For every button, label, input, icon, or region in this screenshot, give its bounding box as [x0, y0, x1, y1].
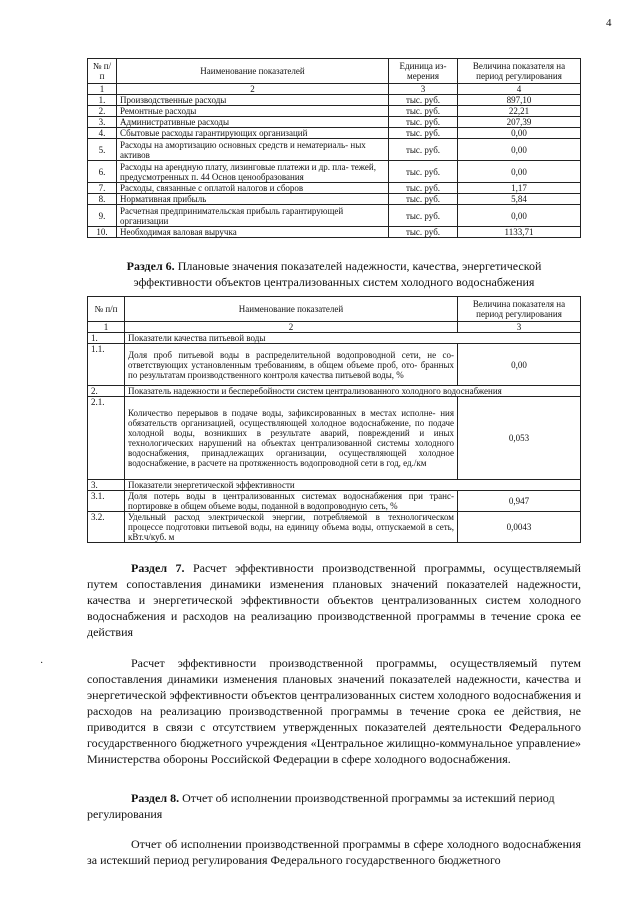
section7-title: Расчет эффективности производственной программы, осуществляемый путем сопоставления динамики изменения плановых значений показателей надежности, качества и энергетической эффективности объектов централизованных систем холодного водоснабжения и расходов на реализацию производственной программы в течение срока ее действия [87, 561, 581, 639]
row-name: Количество перерывов в подаче воды, зафиксированных в местах исполне- ния обязательств организацией, осуществляющей холодное водоснабжение, по подаче холодной воды, возникших в результате аварий, повреждений и иных технологических нарушений на объектах централизованной системы холодного водоснабжения, принадлежащих организации, осуществляющей холодное водоснабжение, в расчете на протяженность водопроводной сети в год, ед./км [125, 397, 458, 480]
table-row [88, 95, 581, 106]
row-value: 0,00 [458, 161, 581, 183]
group-row [88, 480, 581, 491]
row-value: 0,053 [458, 397, 581, 480]
row-unit: тыс. руб. [389, 205, 458, 227]
section6-title: Плановые значения показателей надежности, качества, энергетической эффективности объектов централизованных систем холодного водоснабжения [133, 259, 542, 289]
table-row [88, 183, 581, 194]
header-num: № п/п [88, 59, 117, 84]
row-name: Расходы на арендную плату, лизинговые платежи и др. пла- тежей, предусмотренных п. 44 Основ ценообразования [117, 161, 389, 183]
header-num: № п/п [88, 297, 125, 322]
table-row [88, 194, 581, 205]
row-value: 22,21 [458, 106, 581, 117]
table-row [88, 512, 581, 543]
row-num: 2. [88, 386, 125, 397]
row-name: Нормативная прибыль [117, 194, 389, 205]
row-num: 1. [88, 95, 117, 106]
row-unit: тыс. руб. [389, 161, 458, 183]
row-name: Ремонтные расходы [117, 106, 389, 117]
row-value: 0,0043 [458, 512, 581, 543]
section7-paragraph: Расчет эффективности производственной программы, осуществляемый путем сопоставления динамики изменения плановых значений показателей надежности, качества и энергетической эффективности объектов централизованных систем холодного водоснабжения и расходов на реализацию производственной программы в течение срока ее действия, не приводится в связи с отсутствием утвержденных показателей деятельности Федерального государственного бюджетного учреждения «Центральное жилищно-коммунальное управление» Министерства обороны Российской Федерации в сфере холодного водоснабжения. [87, 656, 581, 766]
row-name: Необходимая валовая выручка [117, 227, 389, 238]
table-row [88, 344, 581, 386]
row-num: 10. [88, 227, 117, 238]
row-name: Расходы, связанные с оплатой налогов и сборов [117, 183, 389, 194]
row-num: 3.1. [88, 491, 125, 512]
table-row [88, 117, 581, 128]
row-num: 1. [88, 333, 125, 344]
table-row [88, 397, 581, 480]
financial-table [87, 58, 581, 238]
row-num: 3. [88, 117, 117, 128]
section8-paragraph: Отчет об исполнении производственной программы в сфере холодного водоснабжения за истекший период регулирования Федерального государственного бюджетного [87, 837, 581, 867]
row-num: 3.2. [88, 512, 125, 543]
row-num: 3. [88, 480, 125, 491]
table-row [88, 128, 581, 139]
row-name: Производственные расходы [117, 95, 389, 106]
table-row [88, 491, 581, 512]
row-value: 0,00 [458, 139, 581, 161]
row-num: 2. [88, 106, 117, 117]
row-value: 207,39 [458, 117, 581, 128]
header-name: Наименование показателей [117, 59, 389, 84]
row-name: Расчетная предпринимательская прибыль гарантирующей организации [117, 205, 389, 227]
row-value: 0,00 [458, 205, 581, 227]
row-name: Показатель надежности и бесперебойности систем централизованного холодного водоснабжения [125, 386, 581, 397]
row-unit: тыс. руб. [389, 106, 458, 117]
row-num: 4. [88, 128, 117, 139]
row-value: 1,17 [458, 183, 581, 194]
row-name: Расходы на амортизацию основных средств и нематериаль- ных активов [117, 139, 389, 161]
row-name: Доля проб питьевой воды в распределительной водопроводной сети, не со- ответствующих установленным требованиям, в общем объеме проб, ото- бранных по результатам производственного контроля качества питьевой воды, % [125, 344, 458, 386]
colnum: 3 [389, 84, 458, 95]
margin-mark: · [40, 658, 44, 669]
row-unit: тыс. руб. [389, 194, 458, 205]
section7-heading [87, 560, 581, 640]
section8-heading [87, 790, 581, 822]
row-unit: тыс. руб. [389, 128, 458, 139]
row-value: 0,947 [458, 491, 581, 512]
table-row [88, 205, 581, 227]
row-name: Административные расходы [117, 117, 389, 128]
section7-label: Раздел 7. [131, 561, 185, 575]
table-row [88, 161, 581, 183]
row-unit: тыс. руб. [389, 139, 458, 161]
section8-title: Отчет об исполнении производственной программы за истекший период регулирования [87, 791, 555, 821]
row-unit: тыс. руб. [389, 95, 458, 106]
row-value: 0,00 [458, 128, 581, 139]
row-name: Показатели качества питьевой воды [125, 333, 581, 344]
row-value: 1133,71 [458, 227, 581, 238]
group-row [88, 386, 581, 397]
table-row [88, 139, 581, 161]
row-num: 5. [88, 139, 117, 161]
colnum: 1 [88, 84, 117, 95]
page-number: 4 [606, 17, 612, 29]
row-name: Удельный расход электрической энергии, потребляемой в технологическом процессе подготовки питьевой воды, на единицу объема воды, отпускаемой в сеть, кВт.ч/куб. м [125, 512, 458, 543]
section8-label: Раздел 8. [131, 791, 180, 805]
colnum: 2 [125, 322, 458, 333]
row-num: 6. [88, 161, 117, 183]
header-unit: Единица из- мерения [389, 59, 458, 84]
row-unit: тыс. руб. [389, 183, 458, 194]
section6-heading [87, 258, 581, 290]
table-row [88, 227, 581, 238]
colnum: 4 [458, 84, 581, 95]
row-name: Сбытовые расходы гарантирующих организаций [117, 128, 389, 139]
row-value: 897,10 [458, 95, 581, 106]
header-value: Величина показателя на период регулирования [458, 297, 581, 322]
row-unit: тыс. руб. [389, 117, 458, 128]
row-num: 9. [88, 205, 117, 227]
row-value: 0,00 [458, 344, 581, 386]
colnum: 2 [117, 84, 389, 95]
group-row [88, 333, 581, 344]
header-name: Наименование показателей [125, 297, 458, 322]
table-row [88, 106, 581, 117]
row-name: Доля потерь воды в централизованных системах водоснабжения при транс- портировке в общем объеме воды, поданной в водопроводную сеть, % [125, 491, 458, 512]
row-num: 8. [88, 194, 117, 205]
row-num: 2.1. [88, 397, 125, 480]
section6-label: Раздел 6. [126, 259, 175, 273]
colnum: 3 [458, 322, 581, 333]
row-num: 7. [88, 183, 117, 194]
row-name: Показатели энергетической эффективности [125, 480, 581, 491]
row-num: 1.1. [88, 344, 125, 386]
colnum: 1 [88, 322, 125, 333]
row-value: 5,84 [458, 194, 581, 205]
indicators-table [87, 296, 581, 543]
row-unit: тыс. руб. [389, 227, 458, 238]
header-value: Величина показателя на период регулирования [458, 59, 581, 84]
